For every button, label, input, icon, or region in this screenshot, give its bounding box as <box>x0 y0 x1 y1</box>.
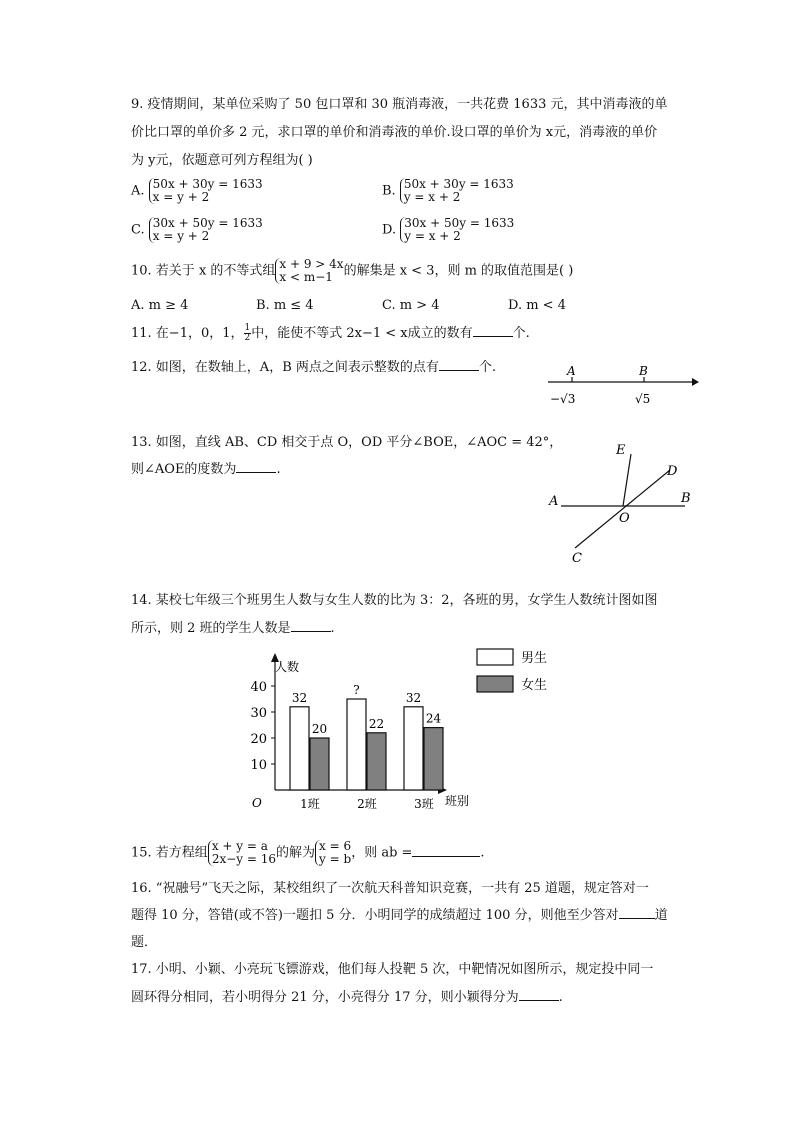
inequality-system: x + 9 > 4x x < m−1 <box>275 258 343 284</box>
answer-blank[interactable] <box>439 370 479 371</box>
bar-value-label: 32 <box>291 690 308 705</box>
q16-line3: 题． <box>131 935 158 950</box>
q17-line1: 17. 小明、小颖、小亮玩飞镖游戏，他们每人投靶 5 次，中靶情况如图所示，规定投中同一 <box>131 962 654 977</box>
label-a: A <box>549 494 559 509</box>
value-b-label: √5 <box>635 392 651 406</box>
q13-line1: 13. 如图，直线 AB、CD 相交于点 O，OD 平分∠BOE，∠AOC = 42°， <box>131 435 563 450</box>
bar-value-label: 32 <box>405 690 422 705</box>
answer-blank[interactable] <box>291 631 331 632</box>
q10-option-a: A. m ≥ 4 <box>131 298 189 313</box>
option-label: B. <box>382 183 396 199</box>
equation-system: 30x + 50y = 1633 y = x + 2 <box>400 217 514 243</box>
q9-line1: 9. 疫情期间，某单位采购了 50 包口罩和 30 瓶消毒液，一共花费 1633 元，其中消毒液的单 <box>131 97 668 112</box>
equation-system: x + y = a 2x−y = 16 <box>208 840 276 866</box>
q16-line1: 16. “祝融号”飞天之际，某校组织了一次航天科普知识竞赛，一共有 25 道题，规定答对一 <box>131 881 649 896</box>
q9-line2: 价比口罩的单价多 2 元，求口罩的单价和消毒液的单价.设口罩的单价为 x元，消毒液的单价 <box>131 125 658 140</box>
equation-system: 30x + 50y = 1633 x = y + 2 <box>149 217 263 243</box>
bar-value-label: 22 <box>368 716 385 731</box>
number-line-figure <box>540 358 700 414</box>
q15-line: 15. 若方程组 x + y = a 2x−y = 16的解为 x = 6 y = b，则 ab = . <box>131 839 485 866</box>
q9-option-c <box>131 217 263 243</box>
option-label: D. <box>382 222 397 238</box>
q17-line2: 圆环得分相同，若小明得分 21 分，小亮得分 17 分，则小颖得分为 . <box>131 990 563 1005</box>
q14-line2: 所示，则 2 班的学生人数是 . <box>131 621 335 636</box>
y-tick-label: 10 <box>250 758 267 773</box>
label-d: D <box>667 464 678 479</box>
x-tick-label: 1班 <box>300 797 320 811</box>
y-tick-label: 40 <box>250 680 267 695</box>
q10-line: 10. 若关于 x 的不等式组 x + 9 > 4x x < m−1 的解集是 x < 3，则 m 的取值范围是( ) <box>131 257 574 284</box>
bar-value-label: 24 <box>425 711 442 726</box>
angle-figure <box>545 440 705 570</box>
x-tick-label: 3班 <box>414 797 434 811</box>
bar-girls-2 <box>367 733 386 790</box>
answer-blank[interactable] <box>412 856 480 857</box>
equation-system: 50x + 30y = 1633 y = x + 2 <box>400 178 514 204</box>
y-axis-label: 人数 <box>275 660 300 674</box>
answer-blank[interactable] <box>619 918 655 919</box>
q10-option-d: D. m < 4 <box>508 298 566 313</box>
arrow-head-icon <box>692 378 699 386</box>
y-tick-label: 30 <box>250 706 267 721</box>
point-a-label: A <box>567 364 576 378</box>
line-cd <box>575 470 670 548</box>
label-o: O <box>619 511 630 526</box>
x-axis-label: 班别 <box>445 794 470 808</box>
q9-option-b <box>382 178 514 204</box>
value-a-label: −√3 <box>550 392 576 406</box>
label-b: B <box>681 491 691 506</box>
y-tick-label: 20 <box>250 732 267 747</box>
legend-swatch-girls <box>477 676 513 692</box>
answer-blank[interactable] <box>236 472 276 473</box>
label-c: C <box>572 551 582 566</box>
bar-value-label: ? <box>353 683 360 697</box>
equation-system: 50x + 30y = 1633 x = y + 2 <box>149 178 263 204</box>
chart-legend <box>477 649 547 693</box>
bar-boys-3 <box>404 707 423 790</box>
q11-line: 11. 在−1，0，1， $\frac{1}{2}$ 中，能使不等式 2x−1 < x成立的数有 个. <box>131 323 530 343</box>
q9-option-d <box>382 217 514 243</box>
fraction: $\frac{1}{2}$ <box>244 323 251 343</box>
q9-line3: 为 y元，依题意可列方程组为( ) <box>131 153 313 168</box>
solution-system: x = 6 y = b <box>315 840 351 866</box>
bar-girls-1 <box>310 738 329 790</box>
answer-blank[interactable] <box>519 1000 559 1001</box>
q16-line2: 题得 10 分，答错(或不答)一题扣 5 分．小明同学的成绩超过 100 分，则他至少答对 道 <box>131 908 668 923</box>
bar-chart <box>245 645 585 815</box>
ray-oe <box>623 454 631 506</box>
q14-line1: 14. 某校七年级三个班男生人数与女生人数的比为 3：2，各班的男，女学生人数统计图如图 <box>131 593 658 608</box>
point-b-label: B <box>639 364 648 378</box>
answer-blank[interactable] <box>473 336 513 337</box>
legend-label-girls: 女生 <box>521 678 548 693</box>
bar-boys-1 <box>290 707 309 790</box>
option-label: C. <box>131 222 145 238</box>
bar-girls-3 <box>424 728 443 790</box>
legend-swatch-boys <box>477 649 513 665</box>
x-tick-label: 2班 <box>357 797 377 811</box>
label-e: E <box>616 443 626 458</box>
bar-value-label: 20 <box>311 722 328 736</box>
q9-option-a <box>131 178 263 204</box>
option-label: A. <box>131 183 145 199</box>
q12-line: 12. 如图，在数轴上，A，B 两点之间表示整数的点有 个. <box>131 360 497 375</box>
origin-label: O <box>252 796 262 810</box>
q10-option-c: C. m > 4 <box>382 298 440 313</box>
q10-option-b: B. m ≤ 4 <box>256 298 314 313</box>
bar-boys-2 <box>347 699 366 790</box>
legend-label-boys: 男生 <box>521 651 548 666</box>
q13-line2: 则∠AOE的度数为 . <box>131 462 281 477</box>
